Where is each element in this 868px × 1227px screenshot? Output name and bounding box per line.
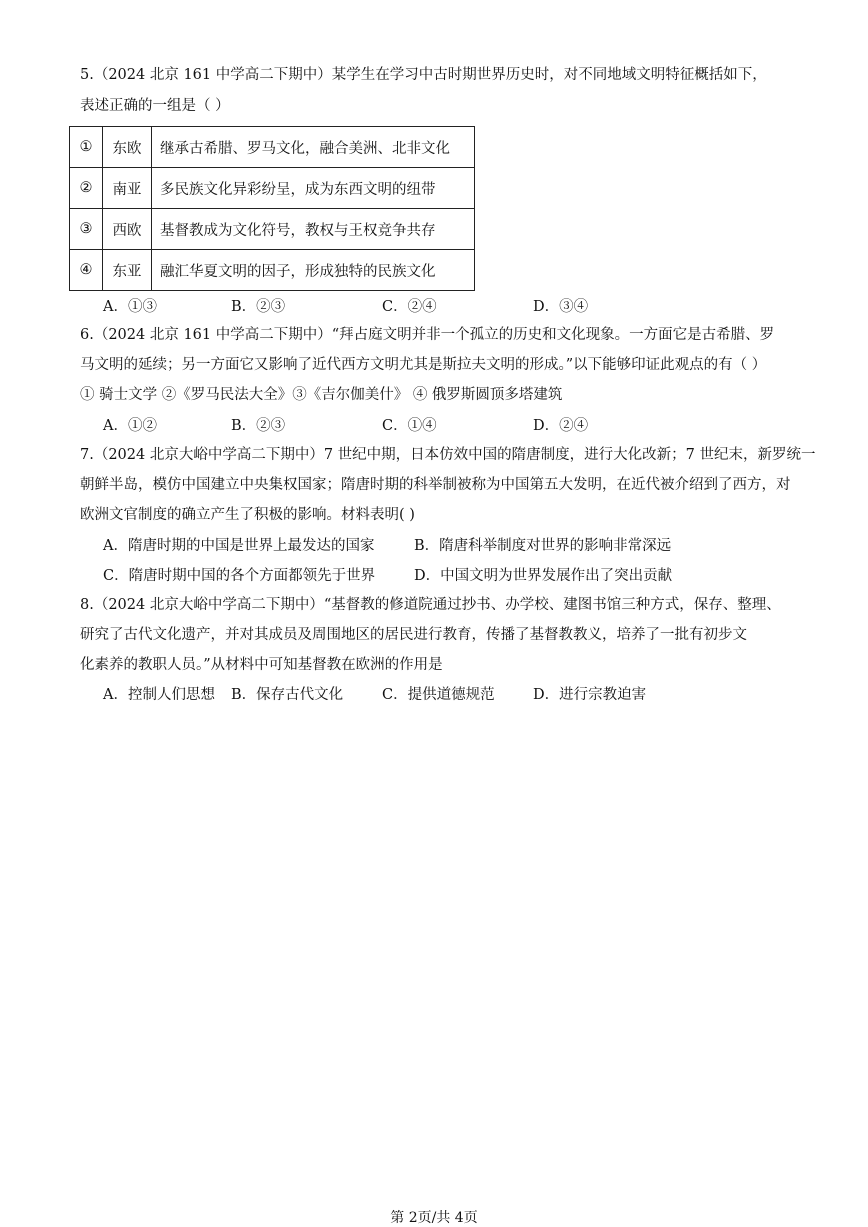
q8-stem-line3: 化素养的教职人员。”从材料中可知基督教在欧洲的作用是: [80, 657, 443, 673]
q6-option-b: B．②③: [231, 418, 286, 434]
row-number: ③: [70, 209, 103, 250]
q5-option-c: C．②④: [382, 299, 437, 315]
row-description: 继承古希腊、罗马文化，融合美洲、北非文化: [152, 127, 475, 168]
table-row: [70, 127, 475, 168]
table-row: [70, 209, 475, 250]
q8-stem-line2: 研究了古代文化遗产，并对其成员及周围地区的居民进行教育，传播了基督教教义，培养了一批有初步文: [80, 627, 747, 643]
q5-stem-line1: 5.（2024 北京 161 中学高二下期中）某学生在学习中古时期世界历史时，对不同地域文明特征概括如下，: [80, 67, 767, 83]
q5-option-b: B．②③: [231, 299, 286, 315]
row-number: ④: [70, 250, 103, 291]
row-description: 基督教成为文化符号，教权与王权竞争共存: [152, 209, 475, 250]
q7-stem-line1: 7.（2024 北京大峪中学高二下期中）7 世纪中期，日本仿效中国的隋唐制度，进行大化改新；7 世纪末，新罗统一: [80, 447, 816, 463]
q8-option-b: B．保存古代文化: [231, 687, 344, 703]
q7-option-a: A．隋唐时期的中国是世界上最发达的国家: [103, 538, 375, 554]
q7-stem-line2: 朝鲜半岛，模仿中国建立中央集权国家；隋唐时期的科举制被称为中国第五大发明，在近代被介绍到了西方，对: [80, 477, 791, 493]
row-number: ①: [70, 127, 103, 168]
table-row: [70, 250, 475, 291]
row-region: 西欧: [103, 209, 152, 250]
row-description: 融汇华夏文明的因子，形成独特的民族文化: [152, 250, 475, 291]
q5-stem-line2: 表述正确的一组是（ ）: [80, 98, 230, 114]
q8-option-c: C．提供道德规范: [382, 687, 495, 703]
q8-option-d: D．进行宗教迫害: [533, 687, 647, 703]
q5-option-d: D．③④: [533, 299, 589, 315]
row-region: 东亚: [103, 250, 152, 291]
q7-stem-line3: 欧洲文官制度的确立产生了积极的影响。材料表明( ): [80, 507, 415, 523]
q6-option-c: C．①④: [382, 418, 437, 434]
q5-civilization-table: [69, 126, 475, 291]
q6-items: ① 骑士文学 ②《罗马民法大全》③《吉尔伽美什》 ④ 俄罗斯圆顶多塔建筑: [80, 387, 563, 403]
q5-option-a: A．①③: [103, 299, 157, 315]
q7-option-c: C．隋唐时期中国的各个方面都领先于世界: [103, 568, 376, 584]
row-region: 南亚: [103, 168, 152, 209]
q6-option-d: D．②④: [533, 418, 589, 434]
table-row: [70, 168, 475, 209]
q7-option-d: D．中国文明为世界发展作出了突出贡献: [414, 568, 673, 584]
row-description: 多民族文化异彩纷呈，成为东西文明的纽带: [152, 168, 475, 209]
row-region: 东欧: [103, 127, 152, 168]
row-number: ②: [70, 168, 103, 209]
q6-stem-line1: 6.（2024 北京 161 中学高二下期中）“拜占庭文明并非一个孤立的历史和文化现象。一方面它是古希腊、罗: [80, 327, 775, 343]
page-number: 第 2页/共 4页: [390, 1210, 478, 1226]
q8-option-a: A．控制人们思想: [103, 687, 215, 703]
q6-stem-line2: 马文明的延续；另一方面它又影响了近代西方文明尤其是斯拉夫文明的形成。”以下能够印证此观点的有（ ）: [80, 357, 767, 373]
q6-option-a: A．①②: [103, 418, 157, 434]
q7-option-b: B．隋唐科举制度对世界的影响非常深远: [414, 538, 672, 554]
q8-stem-line1: 8.（2024 北京大峪中学高二下期中）“基督教的修道院通过抄书、办学校、建图书馆三种方式，保存、整理、: [80, 597, 781, 613]
